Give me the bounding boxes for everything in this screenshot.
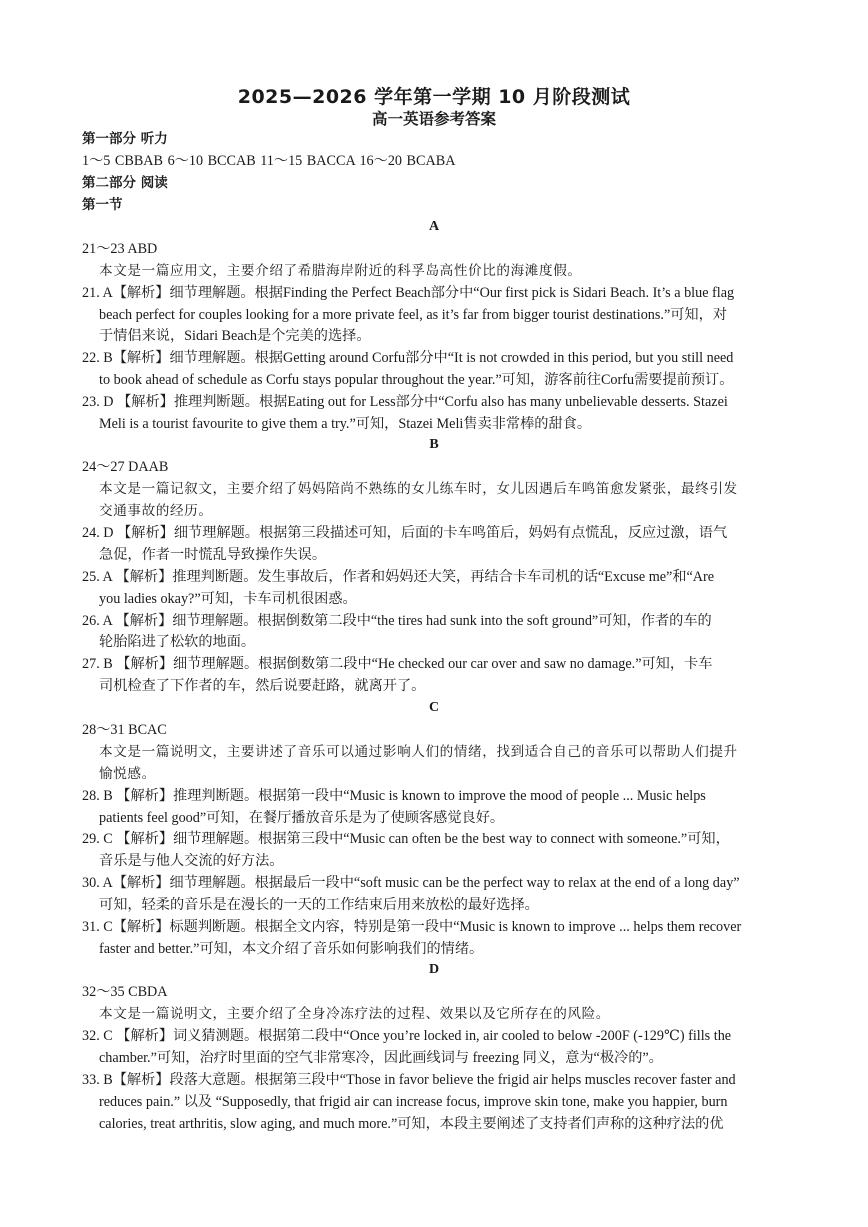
passage-summary: 本文是一篇记叙文，主要介绍了妈妈陪尚不熟练的女儿练车时，女儿因遇后车鸣笛愈发紧张，最终引发	[99, 481, 738, 496]
explanation-line: 可知，轻柔的音乐是在漫长的一天的工作结束后用来放松的最好选择。	[99, 897, 539, 913]
page-subtitle: 高一英语参考答案	[371, 110, 496, 128]
page-title: 2025—2026 学年第一学期 10 月阶段测试	[237, 86, 631, 108]
explanation-line: 22. B【解析】细节理解题。根据Getting around Corfu部分中“It is not crowded in this period, but you still need	[82, 350, 734, 366]
explanation-line: faster and better.”可知，本文介绍了音乐如何影响我们的情绪。	[99, 941, 484, 957]
explanation-line: beach perfect for couples looking for a more private feel, as it’s far from bigger tourist destinations.”可知，对	[99, 307, 727, 323]
explanation-line: you ladies okay?”可知，卡车司机很困惑。	[99, 591, 357, 607]
explanation-line: 急促，作者一时慌乱导致操作失误。	[99, 547, 327, 563]
explanation-line: 31. C【解析】标题判断题。根据全文内容，特别是第一段中“Music is known to improve ... helps them recover	[82, 919, 742, 935]
explanation-line: to book ahead of schedule as Corfu stays popular throughout the year.”可知，游客前往Corfu需要提前预订。	[99, 372, 734, 388]
explanation-line: 26. A 【解析】细节理解题。根据倒数第二段中“the tires had sunk into the soft ground”可知，作者的车的	[82, 613, 712, 629]
explanation-line: reduces pain.” 以及 “Supposedly, that frigid air can increase focus, improve skin tone, make you happier, burn	[99, 1094, 728, 1110]
part2-heading: 第二部分 阅读	[82, 175, 168, 191]
explanation-line: 33. B【解析】段落大意题。根据第三段中“Those in favor believe the frigid air helps muscles recover faster and	[82, 1072, 736, 1088]
explanation-line: 司机检查了下作者的车，然后说要赶路，就离开了。	[99, 678, 426, 694]
answer-group: 32～35 CBDA	[82, 984, 168, 1000]
explanation-line: 轮胎陷进了松软的地面。	[99, 634, 256, 650]
explanation-line: 24. D 【解析】细节理解题。根据第三段描述可知，后面的卡车鸣笛后，妈妈有点慌乱，反应过激，语气	[82, 525, 728, 541]
passage-summary: 本文是一篇说明文，主要讲述了音乐可以通过影响人们的情绪，找到适合自己的音乐可以帮助人们提升	[99, 744, 738, 759]
answer-group: 21～23 ABD	[82, 241, 158, 257]
passage-c-label: C	[428, 700, 440, 715]
section-heading: 第一节	[82, 197, 123, 213]
answer-group: 24～27 DAAB	[82, 459, 169, 475]
passage-d-label: D	[428, 962, 440, 977]
explanation-line: calories, treat arthritis, slow aging, and much more.”可知，本段主要阐述了支持者们声称的这种疗法的优	[99, 1116, 724, 1132]
explanation-line: 30. A【解析】细节理解题。根据最后一段中“soft music can be the perfect way to relax at the end of a long day”	[82, 875, 740, 891]
explanation-line: 23. D 【解析】推理判断题。根据Eating out for Less部分中“Corfu also has many unbelievable desserts. Stazei	[82, 394, 728, 410]
explanation-line: 28. B 【解析】推理判断题。根据第一段中“Music is known to improve the mood of people ... Music helps	[82, 788, 706, 804]
answer-group: 28～31 BCAC	[82, 722, 167, 738]
passage-summary: 本文是一篇应用文，主要介绍了希腊海岸附近的科孚岛高性价比的海滩度假。	[99, 263, 582, 278]
passage-b-label: B	[429, 437, 439, 452]
passage-summary: 愉悦感。	[99, 766, 156, 781]
passage-summary: 本文是一篇说明文，主要介绍了全身冷冻疗法的过程、效果以及它所存在的风险。	[99, 1006, 610, 1021]
explanation-line: 25. A 【解析】推理判断题。发生事故后，作者和妈妈还大笑，再结合卡车司机的话“Excuse me”和“Are	[82, 569, 715, 585]
explanation-line: patients feel good”可知，在餐厅播放音乐是为了使顾客感觉良好。	[99, 810, 505, 826]
explanation-line: 32. C 【解析】词义猜测题。根据第二段中“Once you’re locked in, air cooled to below -200F (-129℃) fills the	[82, 1028, 732, 1044]
explanation-line: 音乐是与他人交流的好方法。	[99, 853, 284, 869]
explanation-line: 于情侣来说，Sidari Beach是个完美的选择。	[99, 328, 371, 344]
passage-a-label: A	[428, 219, 440, 234]
explanation-line: 21. A【解析】细节理解题。根据Finding the Perfect Beach部分中“Our first pick is Sidari Beach. It’s a blue flag	[82, 285, 735, 301]
explanation-line: 27. B 【解析】细节理解题。根据倒数第二段中“He checked our car over and saw no damage.”可知，卡车	[82, 656, 713, 672]
part1-heading: 第一部分 听力	[82, 131, 168, 147]
listening-answers: 1～5 CBBAB 6～10 BCCAB 11～15 BACCA 16～20 BCABA	[82, 153, 456, 169]
passage-summary: 交通事故的经历。	[99, 503, 213, 518]
explanation-line: chamber.”可知，治疗时里面的空气非常寒冷，因此画线词与 freezing 同义，意为“极冷的”。	[99, 1050, 663, 1066]
explanation-line: Meli is a tourist favourite to give them a try.”可知，Stazei Meli售卖非常棒的甜食。	[99, 416, 592, 432]
explanation-line: 29. C 【解析】细节理解题。根据第三段中“Music can often be the best way to connect with someone.”可知，	[82, 831, 730, 847]
